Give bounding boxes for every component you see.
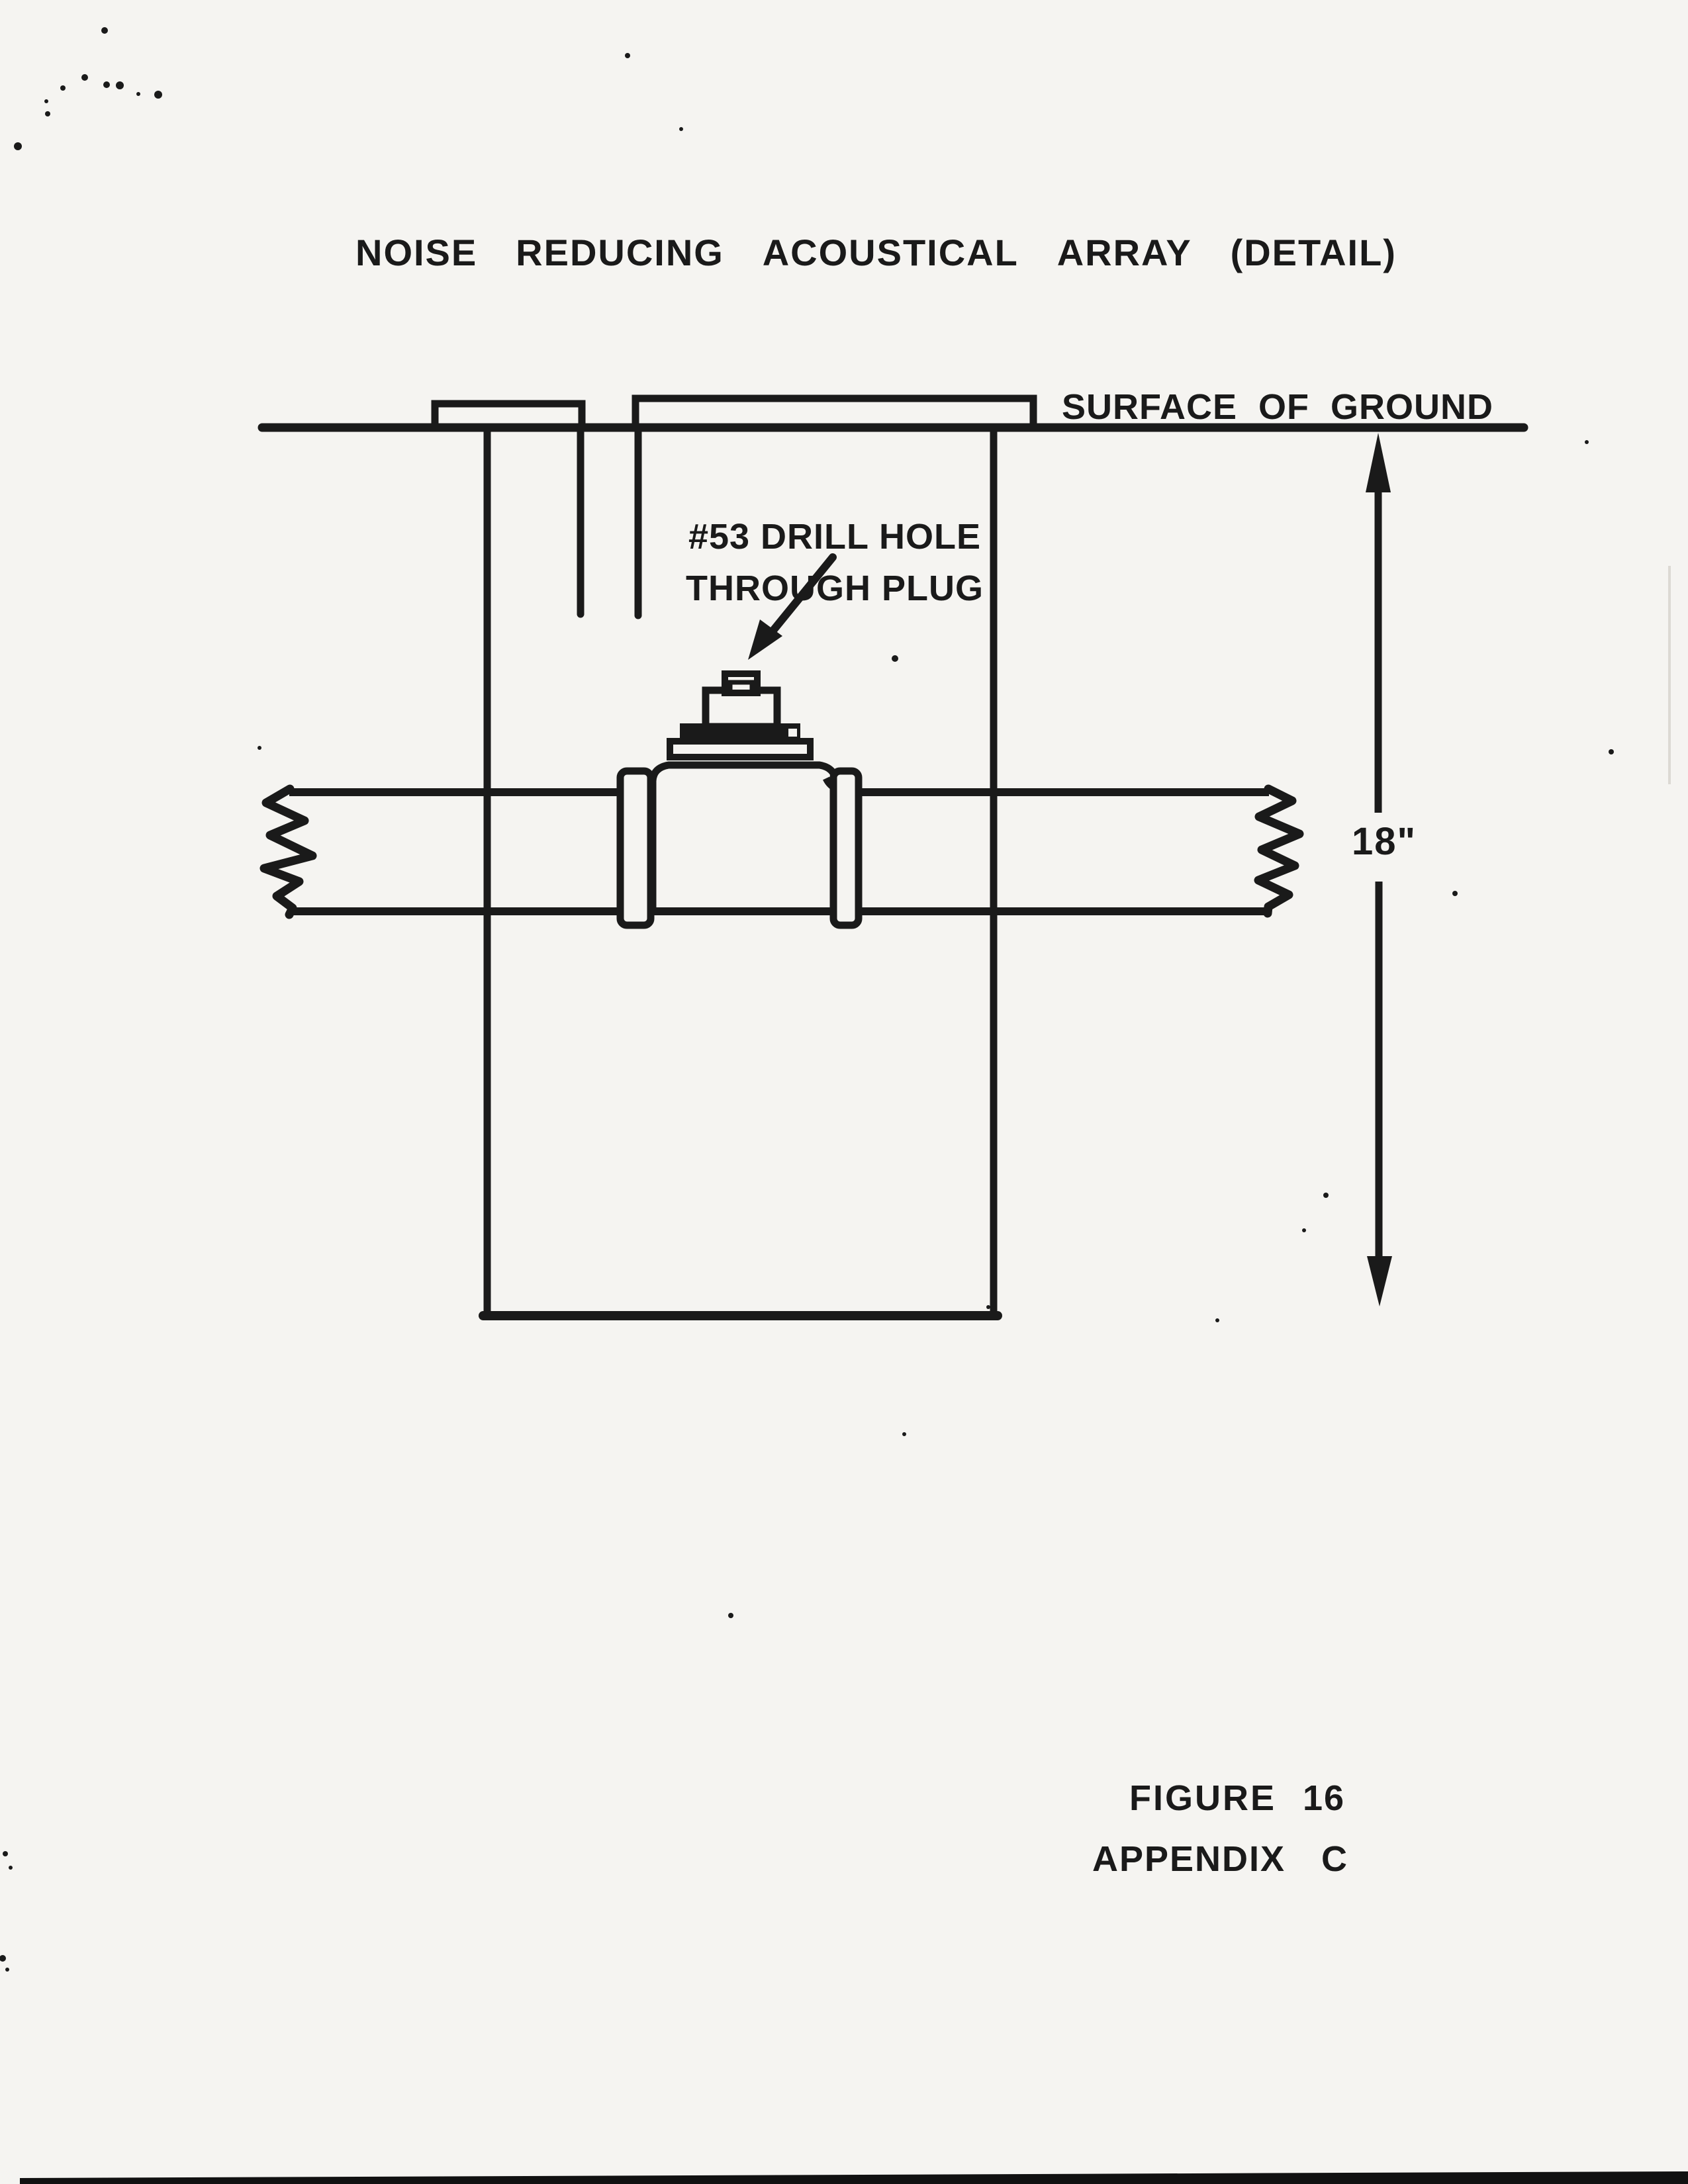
- tee-fitting: [620, 674, 859, 925]
- ink-speck: [60, 85, 66, 91]
- ink-speck: [14, 142, 22, 150]
- ink-speck: [1609, 749, 1614, 754]
- ink-speck: [44, 99, 48, 103]
- ink-speck: [3, 1851, 8, 1856]
- dimension-arrowhead-bottom: [1367, 1256, 1392, 1306]
- bottom-scan-bar: [20, 2171, 1688, 2184]
- ink-speck: [136, 92, 140, 96]
- ink-speck: [0, 1955, 6, 1962]
- ink-speck: [1452, 891, 1458, 896]
- bonnet-flange: [670, 741, 810, 757]
- figure-caption-label: FIGURE: [1129, 1778, 1277, 1818]
- gland-notch: [788, 729, 797, 737]
- title-word: ARRAY: [1056, 232, 1192, 273]
- ink-speck: [986, 1305, 990, 1309]
- pipe-break-squiggle-left: [264, 789, 312, 915]
- ink-speck: [1585, 440, 1589, 444]
- ink-speck: [728, 1613, 733, 1618]
- ink-speck: [5, 1968, 9, 1972]
- tee-body-fill: [653, 765, 835, 907]
- drill-hole-label-line1: #53 DRILL HOLE: [688, 517, 982, 557]
- right-edge-scan-line: [1668, 566, 1671, 784]
- ink-speck: [258, 746, 261, 750]
- ink-speck: [1302, 1228, 1306, 1232]
- ink-speck: [1323, 1193, 1329, 1198]
- coupling-band-left: [620, 771, 651, 925]
- dimension-arrowhead-top: [1366, 433, 1391, 492]
- ink-speck: [902, 1432, 906, 1436]
- ink-speck: [679, 127, 683, 131]
- title-word: NOISE: [355, 232, 478, 273]
- ink-speck: [103, 81, 110, 88]
- appendix-caption-label: APPENDIX: [1092, 1839, 1286, 1879]
- drill-hole-label-line2: THROUGH PLUG: [686, 569, 984, 608]
- title-word: ACOUSTICAL: [762, 232, 1019, 273]
- ink-speck: [625, 53, 630, 58]
- pipe-break-squiggle-right: [1258, 789, 1299, 913]
- right-surface-cap: [635, 398, 1033, 428]
- drill-hole-label: [665, 511, 1004, 614]
- coupling-band-right: [833, 771, 859, 925]
- ink-speck: [9, 1866, 13, 1870]
- depth-dimension-arrow: [1366, 433, 1392, 1306]
- ink-speck: [892, 655, 898, 662]
- ink-speck: [1215, 1318, 1219, 1322]
- ink-speck: [116, 81, 124, 89]
- appendix-caption-letter: C: [1321, 1839, 1348, 1879]
- ink-speck: [154, 91, 162, 99]
- left-surface-cap: [435, 404, 582, 428]
- surface-of-ground-label: SURFACE OF GROUND: [1062, 387, 1494, 427]
- depth-dimension-label: 18": [1352, 820, 1417, 863]
- scan-artifacts: [0, 27, 1688, 2184]
- ink-speck: [81, 74, 88, 81]
- title-word: (DETAIL): [1230, 232, 1397, 273]
- page-title: [355, 231, 1397, 274]
- figure-caption-number: 16: [1303, 1778, 1346, 1818]
- ink-speck: [101, 27, 108, 34]
- title-word: REDUCING: [516, 232, 724, 273]
- ink-speck: [45, 111, 50, 116]
